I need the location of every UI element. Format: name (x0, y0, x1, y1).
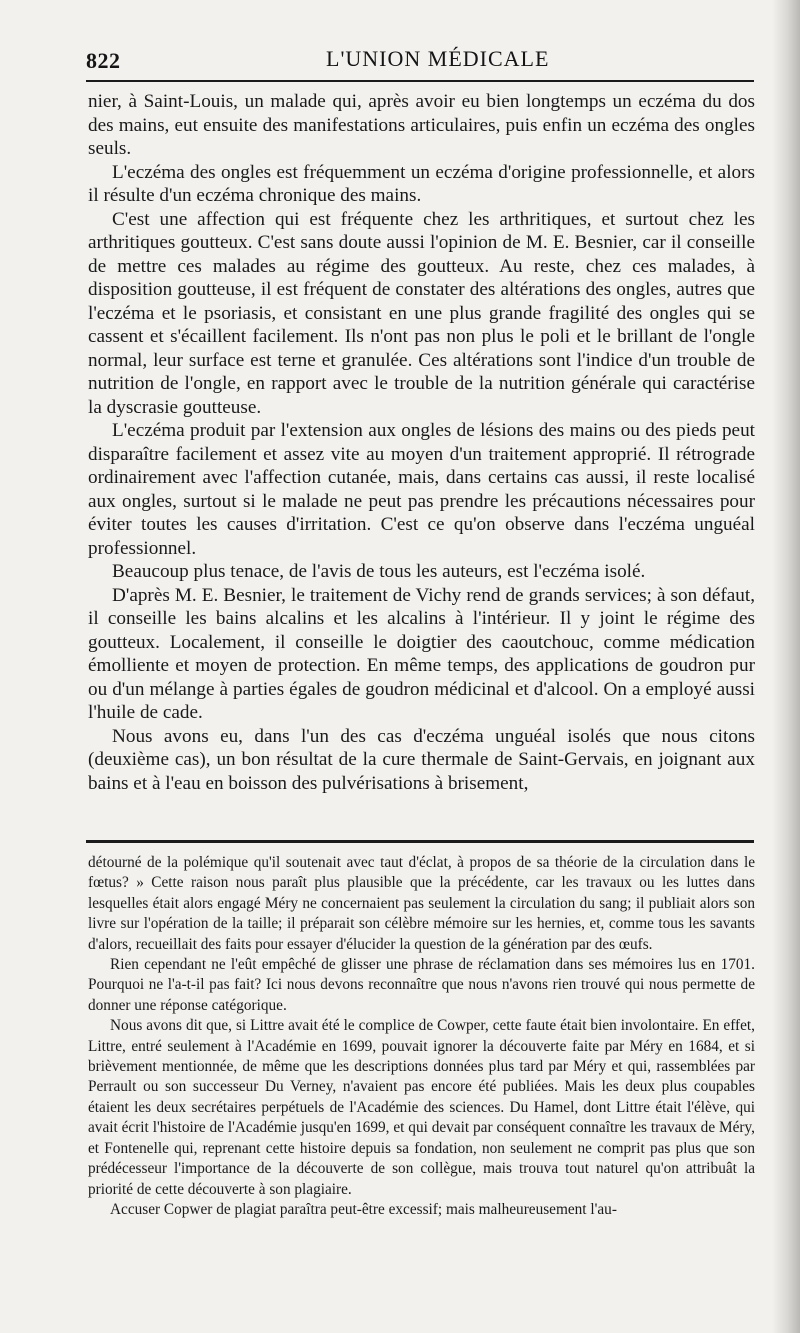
footnote-paragraph: Rien cependant ne l'eût empêché de glisser une phrase de réclamation dans ses mémoires lus en 1701. Pourquoi ne l'a-t-il pas fait? Ici nous devons reconnaître que nous n'avons rien trouvé qui nous permette de donner une réponse catégorique. (88, 956, 755, 1014)
footnote-paragraph: Nous avons dit que, si Littre avait été le complice de Cowper, cette faute était bien involontaire. En effet, Littre, entré seulement à l'Académie en 1699, pouvait ignorer la découverte faite par Méry en 1684, et si brièvement mentionnée, de même que les descriptions données plus tard par Méry et qui, rassemblées par Perrault ou son successeur Du Verney, n'avaient pas encore été publiées. Mais les deux plus coupables étaient les deux secrétaires perpétuels de l'Académie des sciences. Du Hamel, dont Littre était l'élève, qui avait écrit l'histoire de l'Académie jusqu'en 1699, et qui devait par conséquent connaître les travaux de Méry, et Fontenelle qui, reprenant cette histoire depuis sa fondation, non seulement ne comprit pas plus que son prédécesseur l'importance de la découverte de son collègue, mais trouva tout naturel qu'on attribuât la priorité de cette découverte à son plagiaire. (88, 1017, 755, 1198)
body-paragraph: Beaucoup plus tenace, de l'avis de tous les auteurs, est l'eczéma isolé. (112, 561, 646, 582)
header-rule (86, 80, 754, 82)
body-paragraph: L'eczéma produit par l'extension aux ongles de lésions des mains ou des pieds peut disparaître facilement et assez vite au moyen d'un traitement approprié. Il rétrograde ordinairement avec l'affection cutanée, mais, dans certains cas aussi, il reste localisé aux ongles, surtout si le malade ne peut pas prendre les précautions nécessaires pour éviter toutes les causes d'irritation. C'est ce qu'on observe dans l'eczéma unguéal professionnel. (88, 420, 755, 559)
footnote-paragraph: détourné de la polémique qu'il soutenait avec taut d'éclat, à propos de sa théorie de la circulation dans le fœtus? » Cette raison nous paraît plus plausible que la précédente, car les travaux ou les luttes dans lesquelles était alors engagé Méry ne concernaient pas seulement la circulation du sang; il publiait alors son livre sur l'opération de la taille; il préparait son célèbre mémoire sur les hernies, et, comme tous les savants d'alors, recueillait des faits pour essayer d'élucider la question de la génération par des œufs. (88, 854, 755, 953)
page-edge-shadow (772, 0, 800, 1333)
body-paragraph: D'après M. E. Besnier, le traitement de Vichy rend de grands services; à son défaut, il conseille les bains alcalins et les alcalins à l'intérieur. Il y joint le régime des goutteux. Localement, il conseille le doigtier des caoutchouc, comme médication émolliente et moyen de protection. En même temps, des applications de goudron pur ou d'un mélange à parties égales de goudron médicinal et d'alcool. On a employé aussi l'huile de cade. (88, 584, 755, 723)
running-title: L'UNION MÉDICALE (326, 46, 550, 71)
body-paragraph: L'eczéma des ongles est fréquemment un eczéma d'origine professionnelle, et alors il résulte d'un eczéma chronique des mains. (88, 161, 755, 206)
page-header (86, 40, 754, 76)
footnote-text (88, 853, 755, 1220)
body-paragraph: nier, à Saint-Louis, un malade qui, après avoir eu bien longtemps un eczéma du dos des mains, eut ensuite des manifestations articulaires, puis enfin un eczéma des ongles seuls. (88, 91, 755, 159)
footnote-paragraph: Accuser Copwer de plagiat paraîtra peut-être excessif; mais malheureusement l'au- (110, 1200, 617, 1218)
main-text (88, 90, 755, 795)
footnote-rule (86, 840, 754, 843)
body-paragraph: Nous avons eu, dans l'un des cas d'eczéma unguéal isolés que nous citons (deuxième cas), un bon résultat de la cure thermale de Saint-Gervais, en joignant aux bains et à l'eau en boisson des pulvérisations à brisement, (88, 725, 755, 794)
body-paragraph: C'est une affection qui est fréquente chez les arthritiques, et surtout chez les arthritiques goutteux. C'est sans doute aussi l'opinion de M. E. Besnier, car il conseille de mettre ces malades au régime des goutteux. Au reste, chez ces malades, à disposition goutteuse, il est fréquent de constater des altérations des ongles, autres que l'eczéma et le psoriasis, et consistant en une plus grande fragilité des ongles qui se cassent et s'écaillent facilement. Ils n'ont pas non plus le poli et le brillant de l'ongle normal, leur surface est terne et granulée. Ces altérations sont l'indice d'un trouble de nutrition de l'ongle, en rapport avec le trouble de la nutrition générale qui caractérise la dyscrasie goutteuse. (88, 208, 755, 418)
page-number: 822 (86, 48, 121, 73)
